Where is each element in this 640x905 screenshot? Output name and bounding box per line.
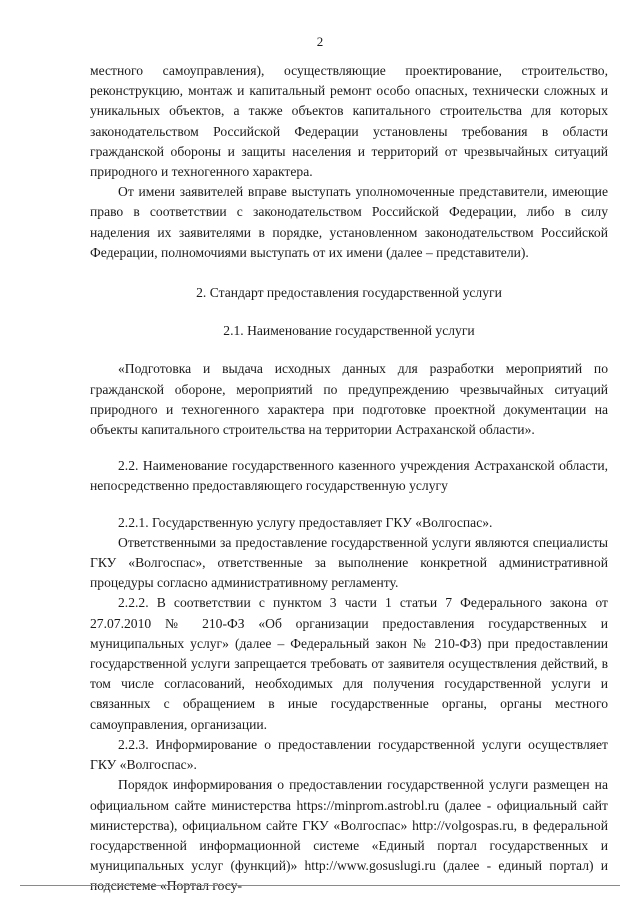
paragraph-continuation: местного самоуправления), осуществляющие проектирование, строительство, реконструкцию, монтаж и капитальный ремонт особо опасных, технически сложных и уникальных объектов, а также объектов капитального строительства для которых законодательством Российской Федерации установлены требования в области гражданской обороны и защиты населения и территорий от чрезвычайных ситуаций природного и техногенного характера. — [90, 63, 608, 180]
paragraph-representatives: От имени заявителей вправе выступать уполномоченные представители, имеющие право в соответствии с законодательством Российской Федерации, либо в силу наделения их заявителями в порядке, установленном законодательством Российской Федерации, полномочиями выступать от их имени (далее – представители). — [90, 184, 608, 260]
page-number: 2 — [316, 34, 324, 49]
clause-2-2-2: 2.2.2. В соответствии с пунктом 3 части 1 статьи 7 Федерального закона от 27.07.2010 № 210-ФЗ «Об организации предоставления государственных и муниципальных услуг» (далее – Федеральный закон № 210-ФЗ) при предоставлении государственной услуги запрещается требовать от заявителя осуществления действий, в том числе согласований, необходимых для получения государственной услуги и связанных с обращением в иные государственные органы, органы местного самоуправления, организации. — [90, 595, 608, 732]
subsection-heading-2-1: 2.1. Наименование государственной услуги — [223, 323, 475, 339]
document-body — [90, 61, 608, 897]
paragraph-information-order: Порядок информирования о предоставлении государственной услуги размещен на официальном сайте министерства https://minprom.astrobl.ru (далее - официальный сайт министерства), официальном сайте ГКУ «Волгоспас» http://volgospas.ru, в федеральной государственной информационной системе «Единый портал государственных и муниципальных услуг (функций)» http://www.gosuslugi.ru (далее - единый портал) и подсистеме «Портал госу- — [90, 777, 608, 894]
service-name-paragraph: «Подготовка и выдача исходных данных для разработки мероприятий по гражданской обороне, мероприятий по предупреждению чрезвычайных ситуаций природного и техногенного характера при подготовке проектной документации на объекты капитального строительства на территории Астраханской области». — [90, 361, 608, 438]
clause-2-2-3: 2.2.3. Информирование о предоставлении государственной услуги осуществляет ГКУ «Волгоспас». — [90, 736, 608, 773]
paragraph-responsible: Ответственными за предоставление государственной услуги являются специалисты ГКУ «Волгоспас», ответственные за выполнение конкретной административной процедуры согласно административному регламенту. — [90, 534, 608, 591]
subsection-heading-2-2: 2.2. Наименование государственного казенного учреждения Астраханской области, непосредственно предоставляющего государственную услугу — [90, 458, 608, 494]
section-heading-2: 2. Стандарт предоставления государственной услуги — [196, 285, 502, 301]
clause-2-2-1: 2.2.1. Государственную услугу предоставляет ГКУ «Волгоспас». — [118, 514, 493, 530]
page-bottom-rule — [20, 885, 620, 886]
